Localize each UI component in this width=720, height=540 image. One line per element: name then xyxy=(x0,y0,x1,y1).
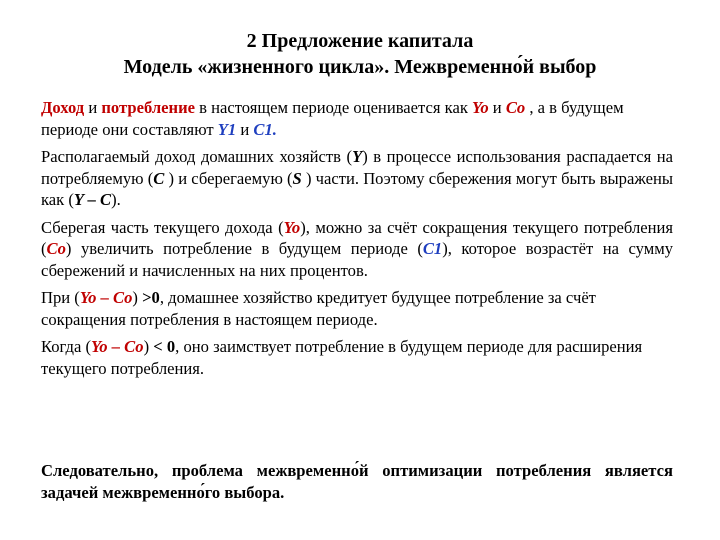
text: ) в процессе использования распадается на потребляемую ( xyxy=(41,147,674,188)
text: ) увеличить потребление в будущем периоде ( xyxy=(65,239,423,258)
text: Сберегая часть текущего дохода ( xyxy=(41,217,284,237)
condition-positive: >0 xyxy=(142,288,160,307)
symbol-y0: Yo xyxy=(283,217,301,237)
text: , а в будущем периоде они составляют xyxy=(41,98,624,139)
text: Когда ( xyxy=(41,337,91,356)
paragraph-income-consumption xyxy=(41,97,673,140)
conclusion: Следовательно, проблема межвременно́й оптимизации потребления является задачей межвременно́го выбора. xyxy=(41,461,673,502)
symbol-c0: Co xyxy=(46,239,66,258)
term-consumption: потребление xyxy=(101,98,196,117)
text: ) и сберегаемую ( xyxy=(164,168,293,188)
text: ) части. Поэтому сбережения могут быть выражены как ( xyxy=(41,168,673,209)
term-income: Доход xyxy=(41,98,85,117)
title-line-2: Модель «жизненного цикла». Межвременно́й выбор xyxy=(123,56,597,78)
condition-negative: < 0 xyxy=(153,337,176,356)
text: в настоящем периоде оценивается как xyxy=(195,98,473,117)
text: ) xyxy=(143,337,154,356)
text: и xyxy=(84,98,102,117)
symbol-y0: Yo xyxy=(472,98,489,117)
paragraph-lending xyxy=(41,287,673,330)
paragraph-saving xyxy=(41,217,673,282)
expr-savings: Y – C xyxy=(73,190,112,209)
text: При ( xyxy=(41,288,80,307)
text: , домашнее хозяйство кредитует будущее потребление за счёт сокращения потребления в настоящем периоде. xyxy=(41,288,596,329)
text: и xyxy=(488,98,506,117)
title-line-1: 2 Предложение капитала xyxy=(246,30,474,52)
paragraph-disposable-income xyxy=(41,146,673,211)
symbol-c1: C1 xyxy=(422,239,443,258)
text: ), которое возрастёт на сумму сбережений и начисленных на них процентов. xyxy=(41,239,673,280)
symbol-y1: Y1 xyxy=(217,119,237,139)
symbol-c0: Co xyxy=(505,98,526,117)
expr-net-saving: Yo – Co xyxy=(79,288,133,307)
slide-body xyxy=(41,97,673,385)
symbol-c1: C1. xyxy=(253,119,277,139)
symbol-c: C xyxy=(153,168,165,188)
slide-title xyxy=(0,28,720,80)
symbol-s: S xyxy=(292,168,302,188)
symbol-y: Y xyxy=(352,147,363,166)
text: ) xyxy=(132,288,143,307)
paragraph-borrowing xyxy=(41,336,673,379)
expr-net-saving: Yo – Co xyxy=(91,337,144,356)
text: Располагаемый доход домашних хозяйств ( xyxy=(41,147,353,166)
text: ), можно за счёт сокращения текущего потребления ( xyxy=(41,217,673,258)
text: и xyxy=(236,119,254,139)
text: , оно заимствует потребление в будущем периоде для расширения текущего потребления. xyxy=(41,337,643,378)
text: ). xyxy=(111,190,121,209)
